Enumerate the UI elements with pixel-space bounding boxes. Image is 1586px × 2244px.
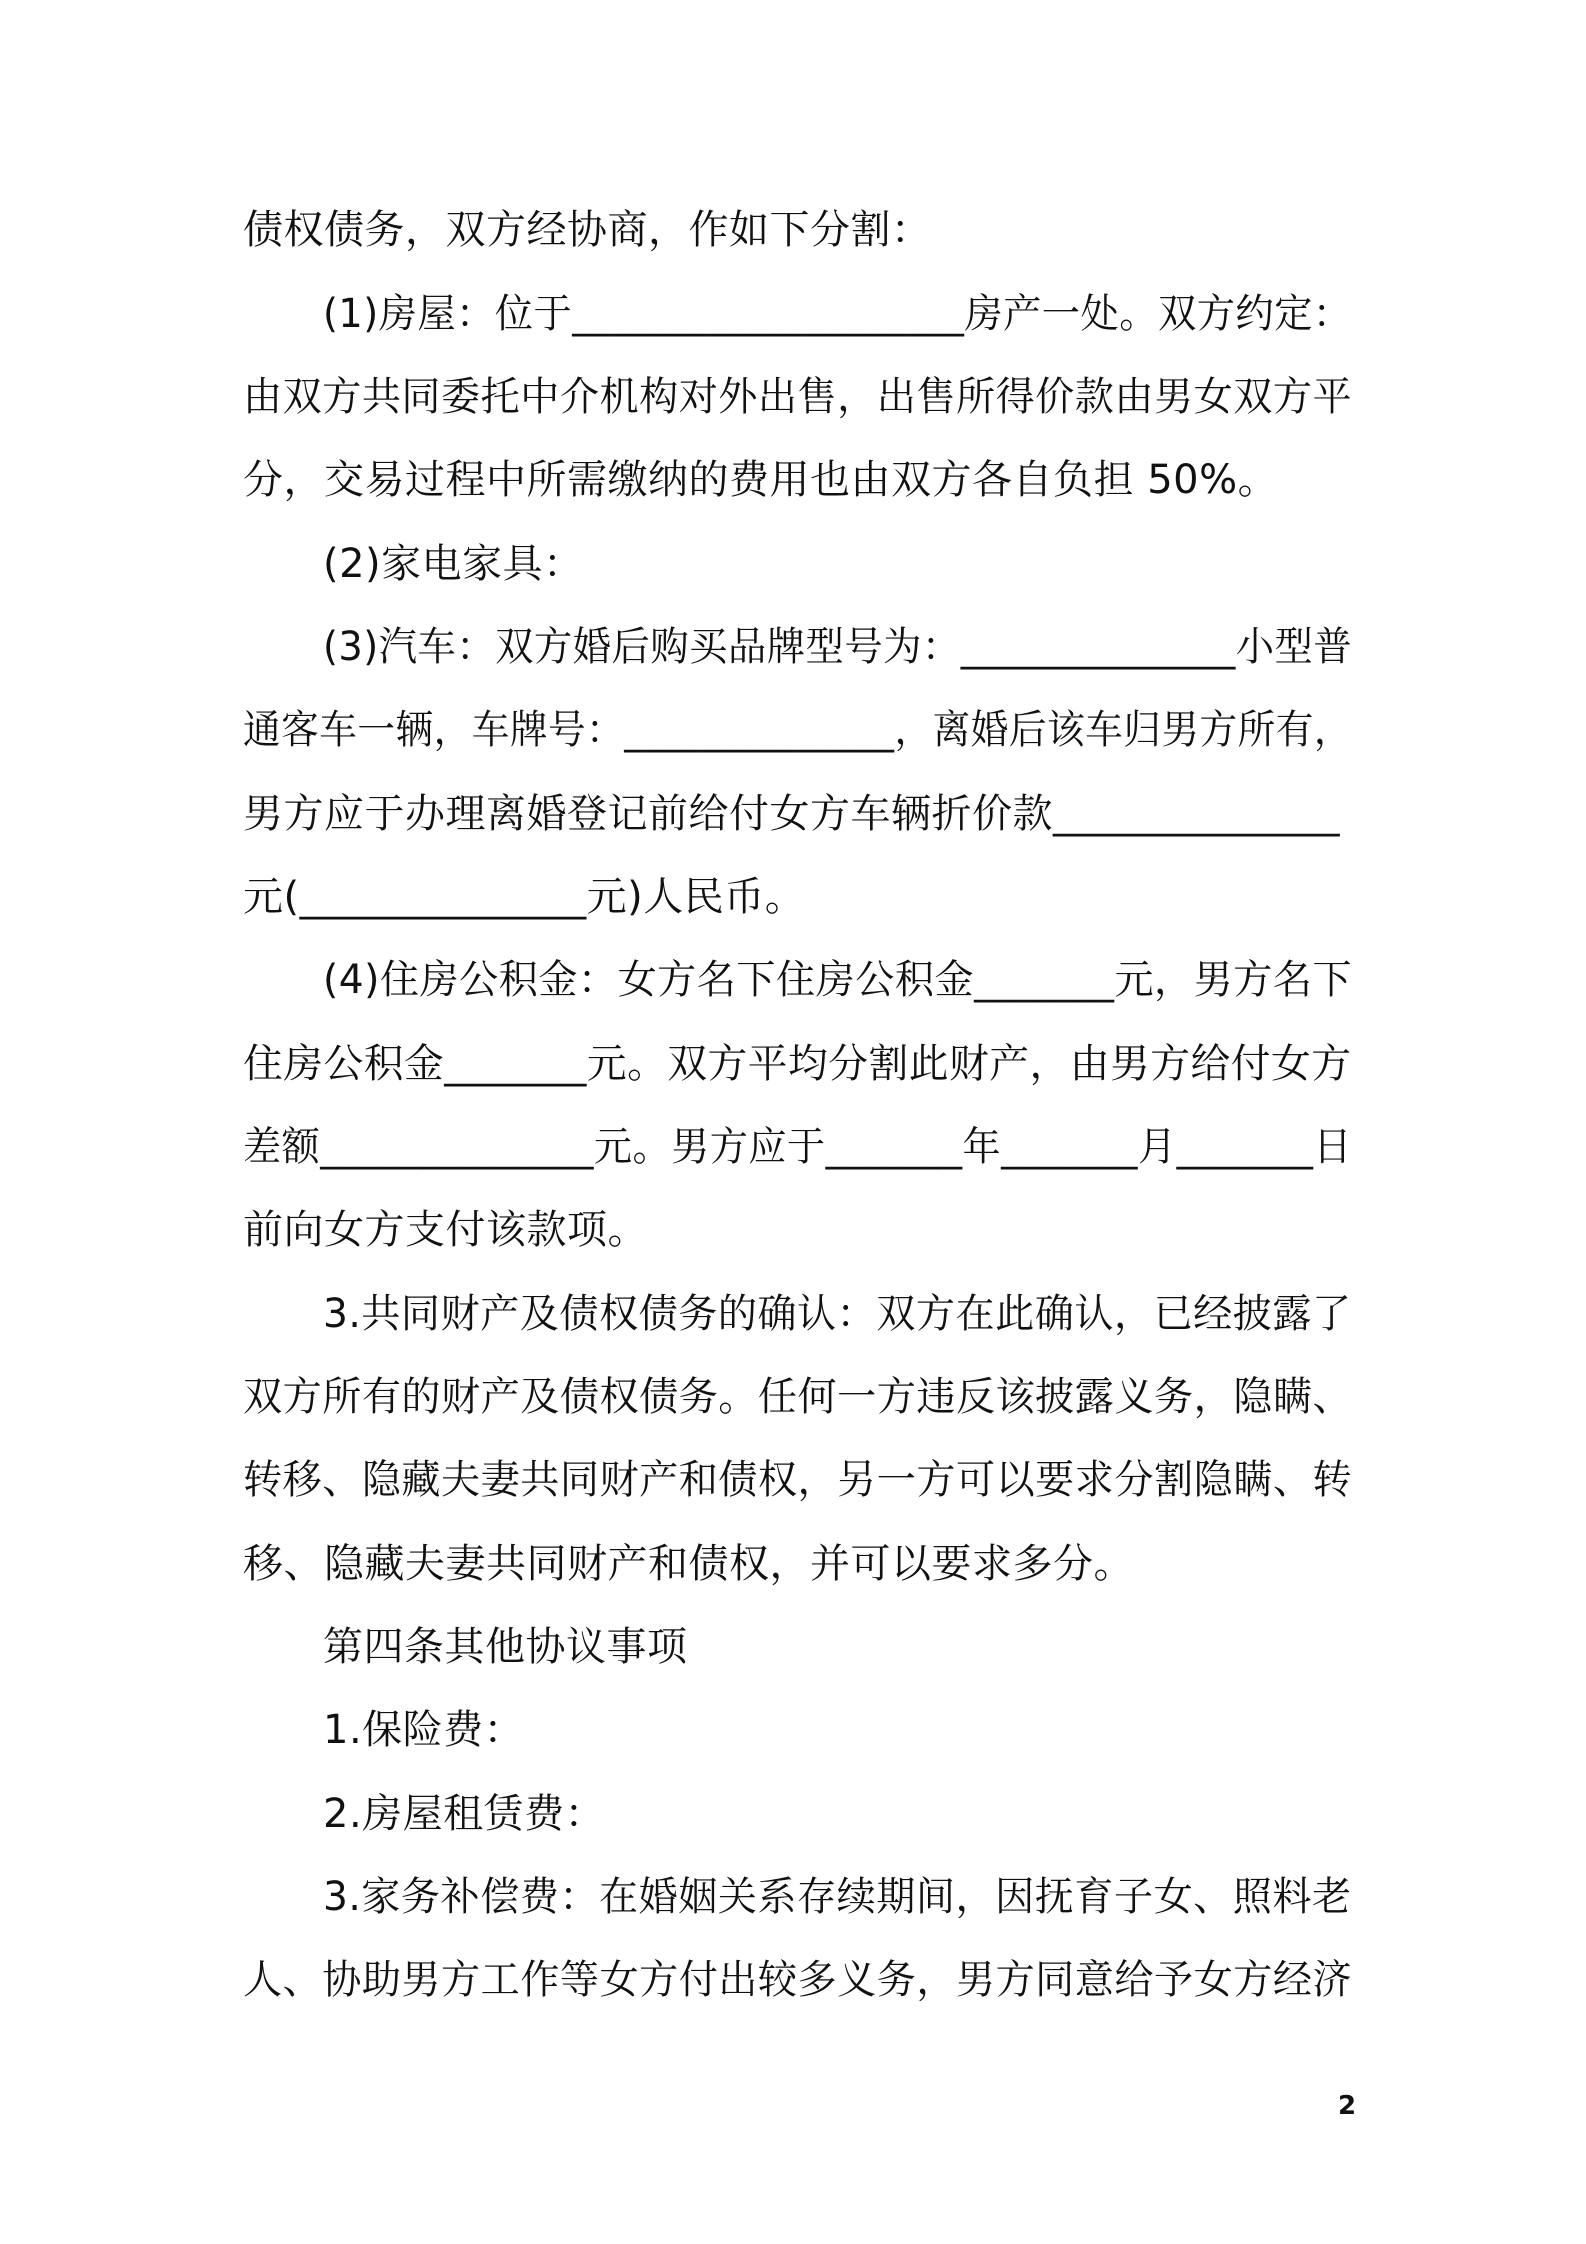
text-line: (1)房屋：位于____________________房产一处。双方约定： <box>323 291 1352 337</box>
text-line: 分，交易过程中所需缴纳的费用也由双方各自负担 50%。 <box>243 457 1279 503</box>
text-line: 2.房屋租赁费： <box>323 1791 606 1837</box>
text-line: (3)汽车：双方婚后购买品牌型号为：______________小型普 <box>323 624 1353 670</box>
text-line: 转移、隐藏夫妻共同财产和债权，另一方可以要求分割隐瞒、转 <box>243 1457 1353 1503</box>
text-line: 男方应于办理离婚登记前给付女方车辆折价款______________ <box>243 791 1340 837</box>
text-line: 债权债务，双方经协商，作如下分割： <box>243 207 932 253</box>
text-line: 通客车一辆，车牌号：______________，离婚后该车归男方所有， <box>243 707 1352 753</box>
text-line: 差额______________元。男方应于_______年_______月_______日 <box>243 1124 1353 1170</box>
text-line: 住房公积金_______元。双方平均分割此财产，由男方给付女方 <box>243 1041 1352 1087</box>
text-line: 3.共同财产及债权债务的确认：双方在此确认，已经披露了 <box>323 1291 1352 1337</box>
text-line: 元(______________元)人民币。 <box>243 874 806 920</box>
text-line: 3.家务补偿费：在婚姻关系存续期间，因抚育子女、照料老 <box>323 1874 1352 1920</box>
page-number: 2 <box>1338 2091 1357 2121</box>
text-line: 1.保险费： <box>323 1707 525 1753</box>
text-line: 人、协助男方工作等女方付出较多义务，男方同意给予女方经济 <box>243 1957 1353 2003</box>
text-line: 前向女方支付该款项。 <box>243 1207 648 1253</box>
text-line: 移、隐藏夫妻共同财产和债权，并可以要求多分。 <box>243 1541 1134 1587</box>
text-line: (2)家电家具： <box>323 541 584 587</box>
section-heading: 第四条其他协议事项 <box>323 1624 688 1670</box>
text-line: (4)住房公积金：女方名下住房公积金_______元，男方名下 <box>323 957 1353 1003</box>
text-line: 由双方共同委托中介机构对外出售，出售所得价款由男女双方平 <box>243 374 1353 420</box>
text-line: 双方所有的财产及债权债务。任何一方违反该披露义务，隐瞒、 <box>243 1374 1353 1420</box>
